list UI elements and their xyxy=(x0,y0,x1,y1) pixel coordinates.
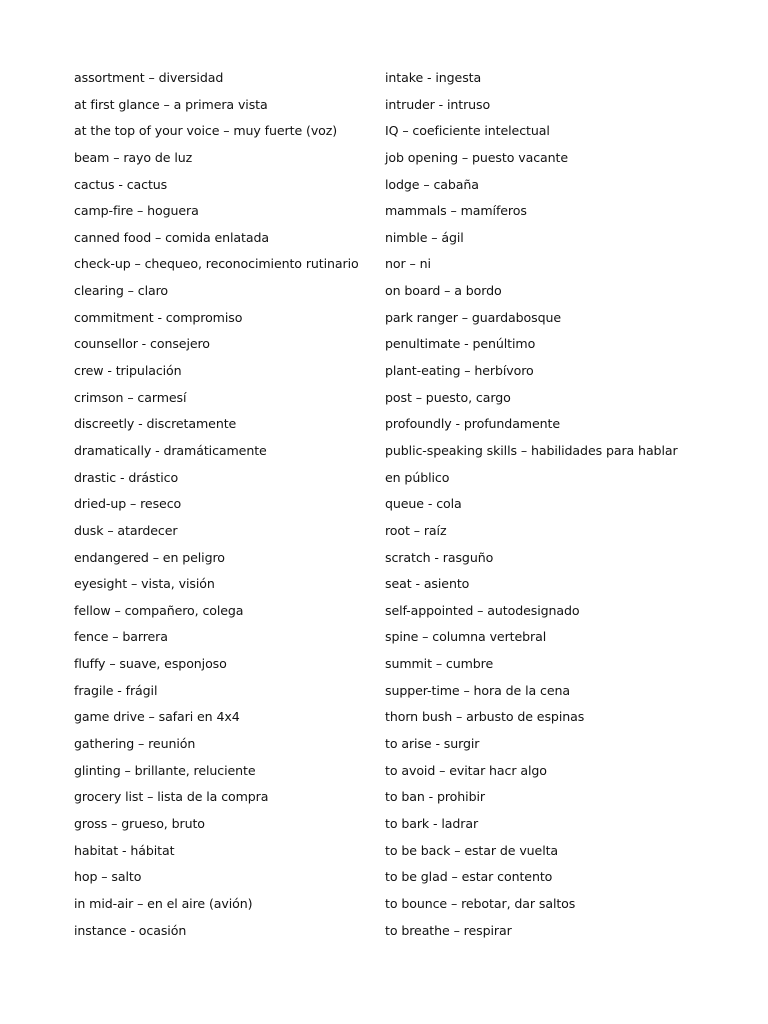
vocabulary-entry: assortment – diversidad xyxy=(74,70,224,85)
vocabulary-entry: fragile - frágil xyxy=(74,682,158,698)
vocabulary-entry: fellow – compañero, colega xyxy=(74,602,244,618)
vocabulary-entry: thorn bush – arbusto de espinas xyxy=(385,709,585,725)
vocabulary-entry: root – raíz xyxy=(385,522,447,538)
vocabulary-entry: to be glad – estar contento xyxy=(385,869,553,885)
vocabulary-entry: commitment - compromiso xyxy=(74,309,243,325)
vocabulary-entry: crew - tripulación xyxy=(74,363,182,379)
vocabulary-entry: gross – grueso, bruto xyxy=(74,815,205,831)
vocabulary-entry: job opening – puesto vacante xyxy=(385,149,569,165)
vocabulary-entry: at first glance – a primera vista xyxy=(74,96,268,112)
vocabulary-entry: beam – rayo de luz xyxy=(74,149,193,165)
vocabulary-entry: endangered – en peligro xyxy=(74,549,225,565)
vocabulary-entry: drastic - drástico xyxy=(74,469,179,485)
vocabulary-entry: gathering – reunión xyxy=(74,736,196,752)
vocabulary-entry: counsellor - consejero xyxy=(74,336,210,352)
vocabulary-entry: in mid-air – en el aire (avión) xyxy=(74,895,253,911)
vocabulary-entry: en público xyxy=(385,469,450,485)
vocabulary-entry: camp-fire – hoguera xyxy=(74,203,199,219)
vocabulary-entry: supper-time – hora de la cena xyxy=(385,682,570,698)
vocabulary-entry: intake - ingesta xyxy=(385,70,482,85)
vocabulary-entry: post – puesto, cargo xyxy=(385,389,511,405)
vocabulary-entry: dried-up – reseco xyxy=(74,496,182,512)
vocabulary-entry: to bounce – rebotar, dar saltos xyxy=(385,895,576,911)
vocabulary-entry: to arise - surgir xyxy=(385,736,480,752)
vocabulary-entry: penultimate - penúltimo xyxy=(385,336,536,352)
vocabulary-entry: dusk – atardecer xyxy=(74,522,178,538)
vocabulary-entry: crimson – carmesí xyxy=(74,389,187,405)
vocabulary-entry: park ranger – guardabosque xyxy=(385,309,562,325)
vocabulary-entry: eyesight – vista, visión xyxy=(74,576,215,592)
vocabulary-entry: hop – salto xyxy=(74,869,142,885)
vocabulary-entry: grocery list – lista de la compra xyxy=(74,789,269,805)
vocabulary-entry: to ban - prohibir xyxy=(385,789,485,805)
vocabulary-entry: plant-eating – herbívoro xyxy=(385,363,534,379)
vocabulary-entry: check-up – chequeo, reconocimiento rutinario xyxy=(74,256,359,272)
vocabulary-entry: seat - asiento xyxy=(385,576,470,592)
vocabulary-entry: nimble – ágil xyxy=(385,229,464,245)
vocabulary-entry: clearing – claro xyxy=(74,283,168,299)
vocabulary-entry: dramatically - dramáticamente xyxy=(74,442,267,458)
vocabulary-entry: profoundly - profundamente xyxy=(385,416,560,432)
vocabulary-entry: public-speaking skills – habilidades para hablar xyxy=(385,442,678,458)
vocabulary-entry: glinting – brillante, reluciente xyxy=(74,762,256,778)
vocabulary-entry: mammals – mamíferos xyxy=(385,203,527,219)
vocabulary-entry: cactus - cactus xyxy=(74,176,168,192)
vocabulary-entry: scratch - rasguño xyxy=(385,549,494,565)
vocabulary-entry: instance - ocasión xyxy=(74,922,187,938)
vocabulary-entry: nor – ni xyxy=(385,256,431,272)
vocabulary-entry: on board – a bordo xyxy=(385,283,502,299)
vocabulary-entry: fence – barrera xyxy=(74,629,168,645)
vocabulary-entry: spine – columna vertebral xyxy=(385,629,547,645)
vocabulary-entry: to be back – estar de vuelta xyxy=(385,842,559,858)
vocabulary-entry: IQ – coeficiente intelectual xyxy=(385,123,550,139)
vocabulary-column-right xyxy=(385,68,755,947)
vocabulary-entry: lodge – cabaña xyxy=(385,176,479,192)
vocabulary-entry: to avoid – evitar hacr algo xyxy=(385,762,547,778)
vocabulary-entry: fluffy – suave, esponjoso xyxy=(74,656,227,672)
vocabulary-entry: intruder - intruso xyxy=(385,96,491,112)
vocabulary-entry: canned food – comida enlatada xyxy=(74,229,270,245)
vocabulary-entry: to breathe – respirar xyxy=(385,922,512,938)
vocabulary-entry: game drive – safari en 4x4 xyxy=(74,709,240,725)
vocabulary-entry: at the top of your voice – muy fuerte (voz) xyxy=(74,123,338,139)
vocabulary-column-left xyxy=(74,68,374,947)
vocabulary-entry: discreetly - discretamente xyxy=(74,416,237,432)
vocabulary-entry: summit – cumbre xyxy=(385,656,494,672)
vocabulary-entry: habitat - hábitat xyxy=(74,842,175,858)
vocabulary-entry: to bark - ladrar xyxy=(385,815,479,831)
vocabulary-entry: queue - cola xyxy=(385,496,462,512)
vocabulary-entry: self-appointed – autodesignado xyxy=(385,602,580,618)
